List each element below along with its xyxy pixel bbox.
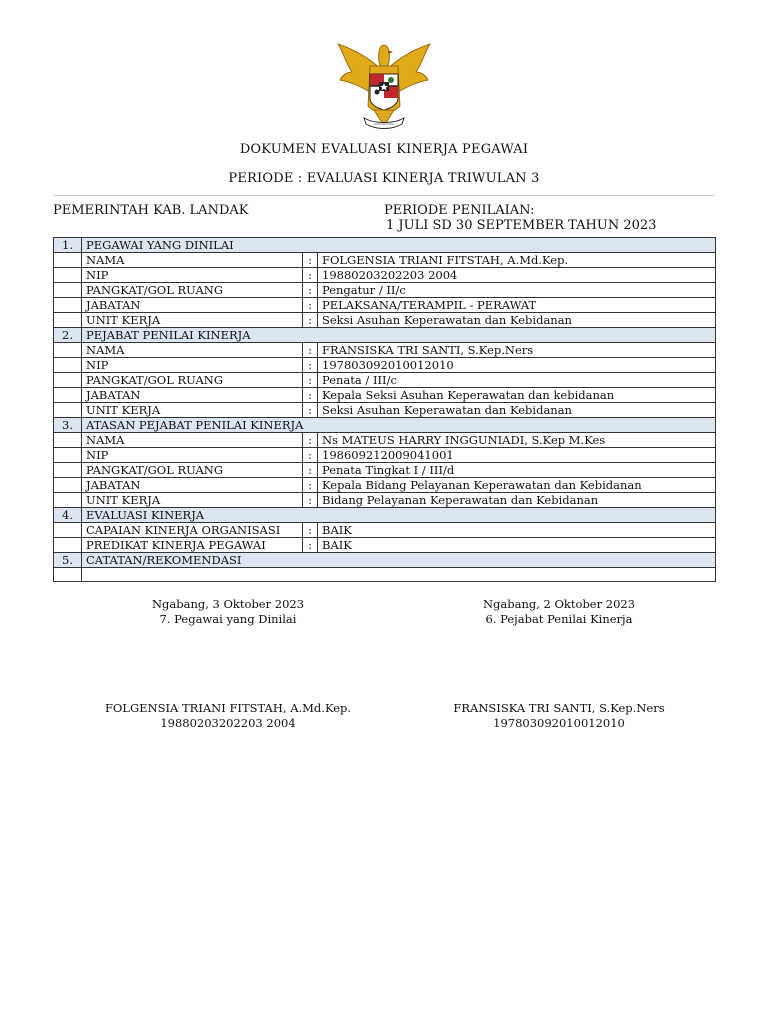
field-separator: : (303, 283, 318, 298)
field-label: UNIT KERJA (82, 493, 303, 508)
row-number-spacer (54, 388, 82, 403)
row-number-spacer (54, 253, 82, 268)
section-header-row (54, 508, 716, 523)
field-separator: : (303, 523, 318, 538)
field-value: Kepala Bidang Pelayanan Keperawatan dan Kebidanan (318, 478, 716, 493)
section-number: 3. (54, 418, 82, 433)
field-separator: : (303, 373, 318, 388)
table-row (54, 373, 716, 388)
field-separator: : (303, 463, 318, 478)
section-title: PEGAWAI YANG DINILAI (82, 238, 716, 253)
assessor-place-date: Ngabang, 2 Oktober 2023 (482, 597, 636, 611)
table-row (54, 298, 716, 313)
field-value: Seksi Asuhan Keperawatan dan Kebidanan (318, 403, 716, 418)
row-number-spacer (54, 538, 82, 553)
table-row (54, 538, 716, 553)
document-period: PERIODE : EVALUASI KINERJA TRIWULAN 3 (228, 171, 540, 186)
employee-role: 7. Pegawai yang Dinilai (159, 612, 297, 626)
field-label: PANGKAT/GOL RUANG (82, 463, 303, 478)
field-separator: : (303, 433, 318, 448)
employee-place-date: Ngabang, 3 Oktober 2023 (151, 597, 305, 611)
table-row (54, 283, 716, 298)
table-row (54, 253, 716, 268)
field-label: CAPAIAN KINERJA ORGANISASI (82, 523, 303, 538)
section-number: 1. (54, 238, 82, 253)
assessor-nip: 197803092010012010 (493, 716, 625, 730)
table-row (54, 343, 716, 358)
notes-content (82, 568, 716, 582)
table-row (54, 478, 716, 493)
section-header-row (54, 328, 716, 343)
field-label: PREDIKAT KINERJA PEGAWAI (82, 538, 303, 553)
row-number-spacer (54, 478, 82, 493)
assessor-signature-name (384, 701, 734, 731)
assessor-role: 6. Pejabat Penilai Kinerja (485, 612, 633, 626)
table-row (54, 523, 716, 538)
section-number: 5. (54, 553, 82, 568)
section-title: ATASAN PEJABAT PENILAI KINERJA (82, 418, 716, 433)
field-value: Seksi Asuhan Keperawatan dan Kebidanan (318, 313, 716, 328)
field-value: 198609212009041001 (318, 448, 716, 463)
section-header-row (54, 238, 716, 253)
section-header-row (54, 553, 716, 568)
row-number-spacer (54, 403, 82, 418)
field-value: 197803092010012010 (318, 358, 716, 373)
row-number-spacer (54, 493, 82, 508)
row-number-spacer (54, 448, 82, 463)
row-number-spacer (54, 313, 82, 328)
assessment-period-label: PERIODE PENILAIAN: (384, 203, 535, 218)
field-label: NIP (82, 358, 303, 373)
evaluation-table (53, 237, 716, 582)
field-label: UNIT KERJA (82, 403, 303, 418)
signature-block-assessor (384, 597, 734, 627)
field-separator: : (303, 253, 318, 268)
field-label: NAMA (82, 433, 303, 448)
row-number-spacer (54, 358, 82, 373)
field-value: 19880203202203 2004 (318, 268, 716, 283)
field-value: Kepala Seksi Asuhan Keperawatan dan kebidanan (318, 388, 716, 403)
field-label: PANGKAT/GOL RUANG (82, 373, 303, 388)
table-row (54, 268, 716, 283)
field-label: NIP (82, 268, 303, 283)
field-label: JABATAN (82, 388, 303, 403)
field-label: NIP (82, 448, 303, 463)
employee-nip: 19880203202203 2004 (160, 716, 296, 730)
table-row (54, 388, 716, 403)
field-label: NAMA (82, 253, 303, 268)
table-row (54, 448, 716, 463)
field-label: UNIT KERJA (82, 313, 303, 328)
employee-name: FOLGENSIA TRIANI FITSTAH, A.Md.Kep. (104, 701, 352, 715)
section-number: 2. (54, 328, 82, 343)
garuda-pancasila-emblem-icon (334, 42, 434, 132)
field-separator: : (303, 298, 318, 313)
field-separator: : (303, 448, 318, 463)
field-separator: : (303, 313, 318, 328)
field-separator: : (303, 268, 318, 283)
section-title: CATATAN/REKOMENDASI (82, 553, 716, 568)
field-label: PANGKAT/GOL RUANG (82, 283, 303, 298)
field-label: NAMA (82, 343, 303, 358)
field-value: BAIK (318, 523, 716, 538)
table-row (54, 493, 716, 508)
field-value: Ns MATEUS HARRY INGGUNIADI, S.Kep M.Kes (318, 433, 716, 448)
field-value: Bidang Pelayanan Keperawatan dan Kebidanan (318, 493, 716, 508)
table-row (54, 463, 716, 478)
table-row (54, 313, 716, 328)
signature-block-employee (53, 597, 403, 627)
row-number-spacer (54, 463, 82, 478)
row-number-spacer (54, 298, 82, 313)
section-header-row (54, 418, 716, 433)
field-separator: : (303, 343, 318, 358)
row-number-spacer (54, 343, 82, 358)
field-separator: : (303, 388, 318, 403)
government-name: PEMERINTAH KAB. LANDAK (53, 203, 249, 218)
row-number-spacer (54, 433, 82, 448)
field-separator: : (303, 478, 318, 493)
row-number-spacer (54, 283, 82, 298)
section-title: EVALUASI KINERJA (82, 508, 716, 523)
assessment-period (384, 203, 656, 233)
field-value: FRANSISKA TRI SANTI, S.Kep.Ners (318, 343, 716, 358)
section-title: PEJABAT PENILAI KINERJA (82, 328, 716, 343)
field-separator: : (303, 538, 318, 553)
table-row (54, 433, 716, 448)
notes-blank-row (54, 568, 716, 582)
assessor-name: FRANSISKA TRI SANTI, S.Kep.Ners (453, 701, 665, 715)
field-separator: : (303, 493, 318, 508)
field-label: JABATAN (82, 298, 303, 313)
field-value: BAIK (318, 538, 716, 553)
table-row (54, 403, 716, 418)
field-separator: : (303, 403, 318, 418)
assessment-period-range: 1 JULI SD 30 SEPTEMBER TAHUN 2023 (386, 218, 657, 233)
row-number-spacer (54, 523, 82, 538)
field-label: JABATAN (82, 478, 303, 493)
field-value: Penata Tingkat I / III/d (318, 463, 716, 478)
document-title: DOKUMEN EVALUASI KINERJA PEGAWAI (239, 142, 529, 157)
field-value: PELAKSANA/TERAMPIL - PERAWAT (318, 298, 716, 313)
field-value: Penata / III/c (318, 373, 716, 388)
field-separator: : (303, 358, 318, 373)
section-number: 4. (54, 508, 82, 523)
table-row (54, 358, 716, 373)
row-number-spacer (54, 373, 82, 388)
field-value: FOLGENSIA TRIANI FITSTAH, A.Md.Kep. (318, 253, 716, 268)
employee-signature-name (53, 701, 403, 731)
row-number-spacer (54, 268, 82, 283)
row-number-spacer (54, 568, 82, 582)
field-value: Pengatur / II/c (318, 283, 716, 298)
header-divider (53, 195, 715, 196)
